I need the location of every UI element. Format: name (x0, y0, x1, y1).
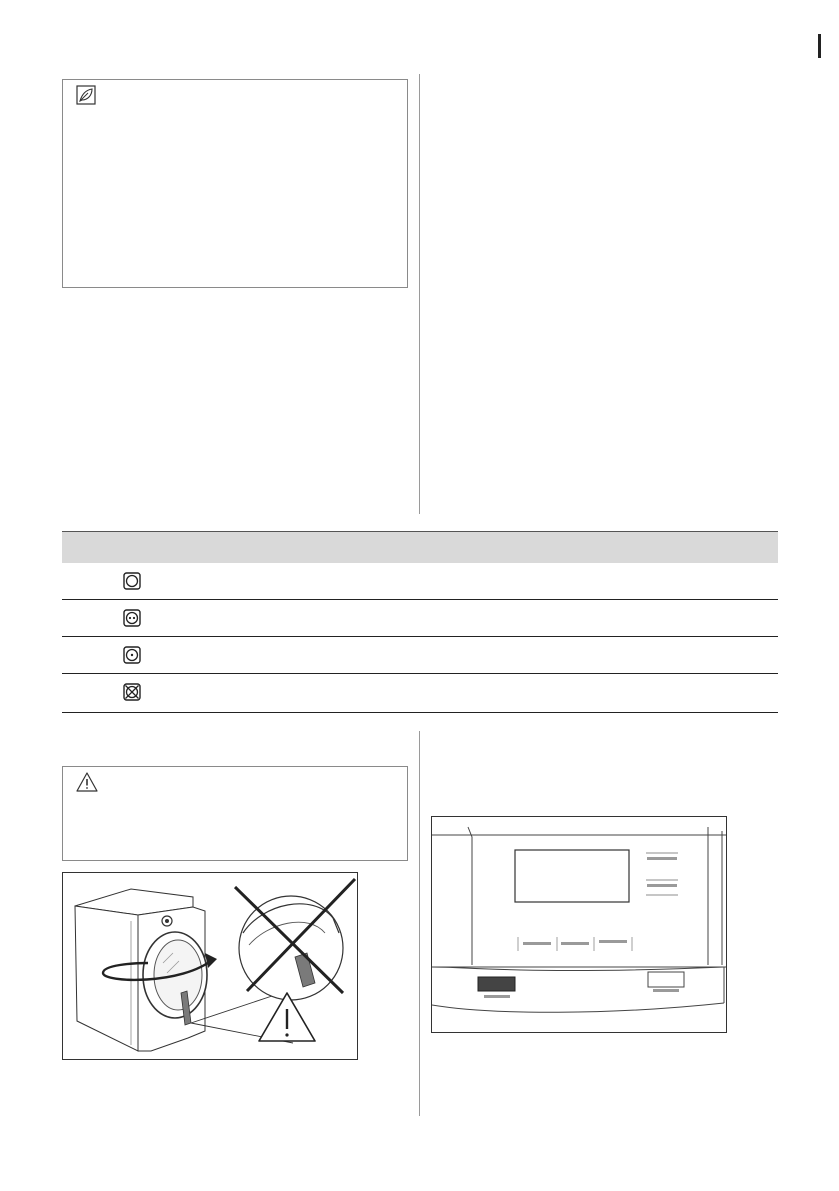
tumble-dry-any-heat-icon (123, 572, 141, 590)
warning-note-box (62, 766, 408, 861)
control-panel-figure (431, 816, 727, 1033)
tumble-dry-low-heat-icon (123, 646, 141, 664)
table-row (62, 674, 778, 713)
column-divider-top (419, 74, 420, 514)
warning-icon (75, 771, 99, 793)
column-divider-bottom (419, 731, 420, 1116)
corner-mark (818, 34, 821, 58)
do-not-tumble-dry-icon (123, 683, 141, 701)
tumble-dry-normal-heat-icon (123, 609, 141, 627)
eco-note-box (62, 79, 408, 288)
dryer-door-opening-figure (62, 872, 358, 1060)
table-row (62, 600, 778, 637)
table-header (62, 531, 778, 563)
table-row (62, 563, 778, 600)
leaf-icon (76, 85, 96, 105)
table-row (62, 637, 778, 674)
